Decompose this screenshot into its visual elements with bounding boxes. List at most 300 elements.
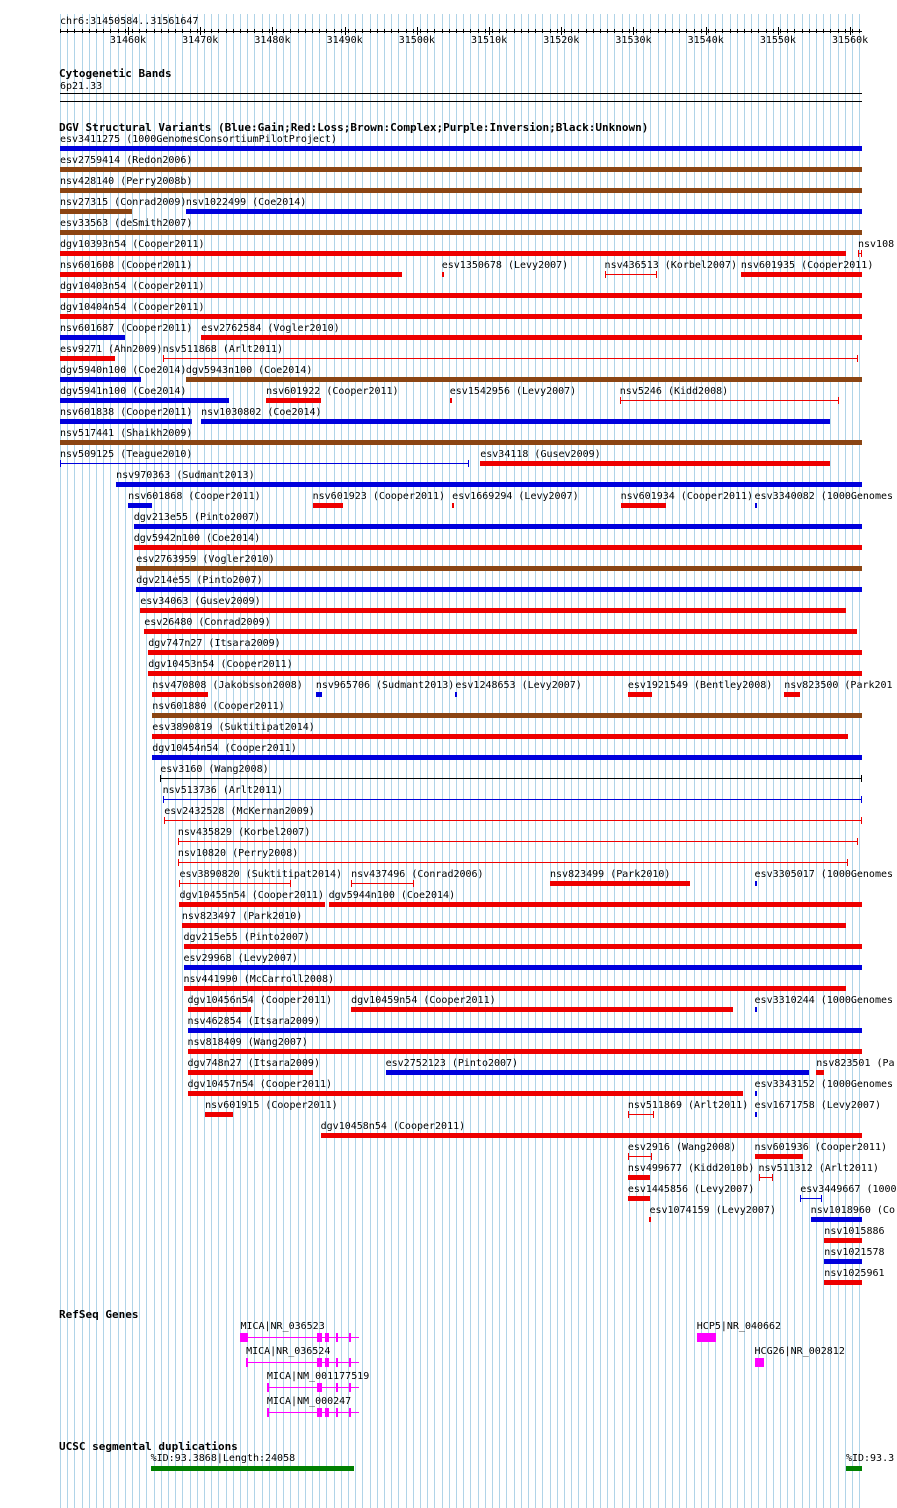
variant-bar[interactable] — [182, 923, 846, 928]
variant-label[interactable]: nsv511312 (Arlt2011) — [758, 1163, 879, 1174]
variant-bar[interactable] — [450, 398, 452, 403]
gene-exon[interactable] — [317, 1408, 322, 1417]
grid-line — [730, 14, 731, 1508]
variant-label[interactable]: dgv10456n54 (Cooper2011) — [187, 995, 333, 1006]
variant-bar[interactable] — [621, 503, 666, 508]
gene-intron-line[interactable] — [240, 1337, 359, 1338]
variant-label[interactable]: nsv823500 (Park201 — [784, 680, 893, 691]
variant-label[interactable]: esv9271 (Ahn2009) — [60, 344, 163, 355]
variant-bar[interactable] — [351, 1007, 733, 1012]
grid-line — [413, 14, 414, 1508]
grid-line — [283, 14, 284, 1508]
gene-intron-line[interactable] — [246, 1362, 359, 1363]
gene-exon[interactable] — [317, 1358, 322, 1367]
variant-label[interactable]: esv3411275 (1000GenomesConsortiumPilotProject) — [60, 134, 337, 145]
variant-label[interactable]: nsv601868 (Cooper2011) — [128, 491, 261, 502]
variant-label[interactable]: dgv10457n54 (Cooper2011) — [187, 1079, 333, 1090]
segdup-bar[interactable] — [151, 1466, 354, 1471]
variant-label[interactable]: nsv1021578 — [824, 1247, 885, 1258]
variant-bar[interactable] — [266, 398, 321, 403]
variant-label[interactable]: nsv601608 (Cooper2011) — [60, 260, 193, 271]
gene-exon[interactable] — [336, 1383, 338, 1392]
variant-bar[interactable] — [152, 734, 847, 739]
segdup-bar[interactable] — [846, 1466, 862, 1471]
variant-label[interactable]: nsv27315 (Conrad2009) — [60, 197, 187, 208]
variant-bar[interactable] — [188, 1007, 251, 1012]
variant-end-tick — [857, 355, 858, 362]
variant-bar[interactable] — [184, 986, 846, 991]
variant-bar[interactable] — [329, 902, 862, 907]
variant-bar[interactable] — [136, 587, 862, 592]
variant-line[interactable] — [163, 799, 862, 800]
ruler-minor-tick — [254, 29, 255, 33]
variant-label[interactable]: esv3340082 (1000Genomes — [754, 491, 894, 502]
variant-label[interactable]: esv1542956 (Levy2007) — [449, 386, 577, 397]
variant-bar[interactable] — [550, 881, 690, 886]
gene-label[interactable]: MICA|NR_036523 — [240, 1321, 325, 1332]
ruler-minor-tick — [154, 29, 155, 33]
grid-line — [305, 14, 306, 1508]
variant-label[interactable]: dgv214e55 (Pinto2007) — [136, 575, 263, 586]
variant-bar[interactable] — [824, 1259, 862, 1264]
gene-label[interactable]: HCP5|NR_040662 — [696, 1321, 782, 1332]
variant-label[interactable]: esv2763959 (Vogler2010) — [136, 554, 275, 565]
variant-label[interactable]: nsv441990 (McCarroll2008) — [183, 974, 335, 985]
variant-label[interactable]: dgv5941n100 (Coe2014) — [60, 386, 187, 397]
variant-label[interactable]: esv2752123 (Pinto2007) — [385, 1058, 519, 1069]
grid-line — [535, 14, 536, 1508]
gene-exon[interactable] — [349, 1333, 351, 1342]
variant-label[interactable]: nsv108 — [857, 239, 895, 250]
variant-label[interactable]: nsv5246 (Kidd2008) — [619, 386, 729, 397]
variant-label[interactable]: esv3449667 (1000 — [800, 1184, 897, 1195]
variant-bar[interactable] — [60, 356, 115, 361]
ruler-minor-tick — [485, 29, 486, 33]
variant-label[interactable]: nsv509125 (Teague2010) — [60, 449, 193, 460]
variant-bar[interactable] — [205, 1112, 233, 1117]
variant-bar[interactable] — [60, 293, 862, 298]
variant-bar[interactable] — [452, 503, 454, 508]
variant-label[interactable]: nsv10820 (Perry2008) — [177, 848, 299, 859]
variant-bar[interactable] — [188, 1049, 862, 1054]
variant-bar[interactable] — [186, 377, 862, 382]
variant-line[interactable] — [178, 841, 858, 842]
variant-line[interactable] — [759, 1177, 773, 1178]
variant-label[interactable]: dgv748n27 (Itsara2009) — [187, 1058, 320, 1069]
variant-label[interactable]: esv34118 (Gusev2009) — [480, 449, 601, 460]
variant-label[interactable]: nsv970363 (Sudmant2013) — [116, 470, 255, 481]
grid-line — [470, 14, 471, 1508]
grid-line — [809, 14, 810, 1508]
grid-line — [319, 14, 320, 1508]
variant-label[interactable]: dgv5944n100 (Coe2014) — [328, 890, 456, 901]
variant-label[interactable]: dgv10403n54 (Cooper2011) — [60, 281, 205, 292]
ruler-minor-tick — [816, 29, 817, 33]
cytoband-line-bottom — [60, 101, 862, 102]
variant-end-tick — [290, 880, 291, 887]
gene-exon[interactable] — [325, 1358, 329, 1367]
gene-intron-line[interactable] — [267, 1412, 359, 1413]
gene-exon[interactable] — [325, 1408, 329, 1417]
ruler-minor-tick — [593, 29, 594, 33]
variant-bar[interactable] — [148, 671, 862, 676]
variant-label[interactable]: esv2762584 (Vogler2010) — [201, 323, 340, 334]
variant-label[interactable]: nsv499677 (Kidd2010b) — [627, 1163, 755, 1174]
variant-end-tick — [861, 796, 862, 803]
variant-bar[interactable] — [60, 230, 862, 235]
variant-end-tick — [651, 1153, 652, 1160]
variant-bar[interactable] — [386, 1070, 809, 1075]
gene-intron-line[interactable] — [267, 1387, 359, 1388]
variant-bar[interactable] — [60, 419, 192, 424]
segdup-label[interactable]: %ID:93.3868|Length:24058 — [150, 1453, 296, 1464]
variant-label[interactable]: dgv215e55 (Pinto2007) — [183, 932, 310, 943]
variant-line[interactable] — [178, 862, 848, 863]
variant-bar[interactable] — [136, 566, 862, 571]
gene-exon[interactable] — [267, 1408, 269, 1417]
variant-label[interactable]: esv3305017 (1000Genomes — [754, 869, 894, 880]
variant-line[interactable] — [60, 463, 469, 464]
grid-line — [492, 14, 493, 1508]
variant-bar[interactable] — [755, 881, 757, 886]
variant-line[interactable] — [620, 400, 839, 401]
variant-label[interactable]: nsv601936 (Cooper2011) — [754, 1142, 887, 1153]
ruler-minor-tick — [722, 29, 723, 33]
variant-label[interactable]: nsv436513 (Korbel2007) — [604, 260, 737, 271]
ruler-minor-tick — [564, 29, 565, 33]
variant-bar[interactable] — [140, 608, 846, 613]
variant-label[interactable]: nsv601934 (Cooper2011) — [620, 491, 754, 502]
ruler-minor-tick — [571, 29, 572, 33]
variant-label[interactable]: nsv470808 (Jakobsson2008) — [152, 680, 303, 691]
variant-label[interactable]: esv3160 (Wang2008) — [160, 764, 269, 775]
variant-end-tick — [628, 1153, 629, 1160]
variant-label[interactable]: esv29968 (Levy2007) — [183, 953, 298, 964]
ruler-minor-tick — [355, 29, 356, 33]
variant-label[interactable]: nsv601915 (Cooper2011) — [205, 1100, 338, 1111]
grid-line — [226, 14, 227, 1508]
ruler-minor-tick — [578, 29, 579, 33]
variant-label[interactable]: nsv513736 (Arlt2011) — [162, 785, 284, 796]
variant-line[interactable] — [163, 358, 858, 359]
variant-label[interactable]: nsv601923 (Cooper2011) — [312, 491, 446, 502]
variant-bar[interactable] — [816, 1070, 824, 1075]
variant-label[interactable]: esv1669294 (Levy2007) — [452, 491, 579, 502]
variant-bar[interactable] — [60, 398, 229, 403]
variant-label[interactable]: esv3890819 (Suktitipat2014) — [152, 722, 315, 733]
gene-exon[interactable] — [336, 1333, 338, 1342]
variant-line[interactable] — [351, 883, 414, 884]
variant-bar[interactable] — [201, 419, 830, 424]
grid-line — [686, 14, 687, 1508]
ruler-minor-tick — [629, 29, 630, 33]
variant-bar[interactable] — [116, 482, 862, 487]
gene-exon[interactable] — [267, 1383, 269, 1392]
grid-line — [787, 14, 788, 1508]
variant-label[interactable]: dgv5943n100 (Coe2014) — [185, 365, 313, 376]
gene-exon[interactable] — [317, 1383, 322, 1392]
variant-label[interactable]: esv1248653 (Levy2007) — [455, 680, 582, 691]
variant-bar[interactable] — [628, 692, 652, 697]
variant-bar[interactable] — [128, 503, 152, 508]
grid-line — [715, 14, 716, 1508]
variant-label[interactable]: dgv213e55 (Pinto2007) — [133, 512, 261, 523]
ruler-minor-tick — [442, 29, 443, 33]
variant-label[interactable]: esv3310244 (1000Genomes — [754, 995, 894, 1006]
gene-exon[interactable] — [317, 1333, 322, 1342]
grid-line — [326, 14, 327, 1508]
grid-line — [773, 14, 774, 1508]
gene-label[interactable]: MICA|NM_001177519 — [266, 1371, 370, 1382]
variant-label[interactable]: nsv601935 (Cooper2011) — [740, 260, 874, 271]
variant-label[interactable]: esv2916 (Wang2008) — [627, 1142, 737, 1153]
grid-line — [802, 14, 803, 1508]
variant-bar[interactable] — [134, 524, 862, 529]
variant-label[interactable]: nsv823501 (Pa — [816, 1058, 895, 1069]
variant-label[interactable]: esv34063 (Gusev2009) — [140, 596, 261, 607]
variant-bar[interactable] — [201, 335, 862, 340]
variant-end-tick — [847, 859, 848, 866]
variant-line[interactable] — [800, 1198, 822, 1199]
variant-label[interactable]: dgv5940n100 (Coe2014) — [60, 365, 187, 376]
ruler-minor-tick — [802, 29, 803, 33]
variant-bar[interactable] — [188, 1028, 862, 1033]
gene-exon[interactable] — [349, 1383, 351, 1392]
variant-end-tick — [178, 838, 179, 845]
variant-label[interactable]: nsv965706 (Sudmant2013) — [315, 680, 455, 691]
variant-bar[interactable] — [755, 1154, 803, 1159]
variant-label[interactable]: nsv462854 (Itsara2009) — [187, 1016, 320, 1027]
variant-bar[interactable] — [188, 1091, 744, 1096]
variant-bar[interactable] — [184, 944, 862, 949]
variant-bar[interactable] — [755, 1091, 757, 1096]
variant-bar[interactable] — [649, 1217, 651, 1222]
variant-label[interactable]: esv2759414 (Redon2006) — [60, 155, 193, 166]
ruler-minor-tick — [845, 29, 846, 33]
variant-label[interactable]: nsv1025961 — [824, 1268, 885, 1279]
variant-label[interactable]: nsv601687 (Cooper2011) — [60, 323, 193, 334]
variant-bar[interactable] — [316, 692, 322, 697]
gene-label[interactable]: MICA|NR_036524 — [246, 1346, 331, 1357]
variant-label[interactable]: dgv10404n54 (Cooper2011) — [60, 302, 205, 313]
variant-bar[interactable] — [60, 335, 125, 340]
variant-label[interactable]: nsv1030802 (Coe2014) — [201, 407, 322, 418]
variant-bar[interactable] — [186, 209, 862, 214]
variant-bar[interactable] — [188, 1070, 313, 1075]
variant-bar[interactable] — [60, 272, 402, 277]
variant-bar[interactable] — [179, 902, 324, 907]
variant-label[interactable]: esv33563 (deSmith2007) — [60, 218, 193, 229]
ruler-minor-tick — [838, 29, 839, 33]
variant-bar[interactable] — [60, 167, 862, 172]
variant-bar[interactable] — [60, 251, 846, 256]
ruler-tick — [200, 27, 201, 35]
variant-bar[interactable] — [455, 692, 457, 697]
variant-label[interactable]: esv1921549 (Bentley2008) — [627, 680, 773, 691]
variant-bar[interactable] — [60, 314, 862, 319]
variant-label[interactable]: dgv10455n54 (Cooper2011) — [179, 890, 324, 901]
variant-line[interactable] — [628, 1156, 652, 1157]
variant-bar[interactable] — [152, 713, 862, 718]
variant-label[interactable]: dgv10458n54 (Cooper2011) — [320, 1121, 466, 1132]
ruler-minor-tick — [413, 29, 414, 33]
variant-bar[interactable] — [811, 1217, 862, 1222]
variant-label[interactable]: esv1445856 (Levy2007) — [627, 1184, 755, 1195]
variant-label[interactable]: nsv435829 (Korbel2007) — [177, 827, 311, 838]
gene-exon[interactable] — [349, 1358, 351, 1367]
variant-label[interactable]: esv26480 (Conrad2009) — [144, 617, 271, 628]
ruler-minor-tick — [586, 29, 587, 33]
variant-end-tick — [857, 838, 858, 845]
grid-line — [658, 14, 659, 1508]
variant-label[interactable]: nsv601838 (Cooper2011) — [60, 407, 193, 418]
ruler-minor-tick — [730, 29, 731, 33]
variant-label[interactable]: nsv437496 (Conrad2006) — [351, 869, 484, 880]
ruler-minor-tick — [370, 29, 371, 33]
ruler-minor-tick — [686, 29, 687, 33]
ruler-minor-tick — [780, 29, 781, 33]
variant-line[interactable] — [160, 778, 862, 779]
variant-bar[interactable] — [144, 629, 857, 634]
variant-label[interactable]: nsv823499 (Park2010) — [550, 869, 671, 880]
variant-bar[interactable] — [60, 209, 132, 214]
variant-bar[interactable] — [60, 440, 862, 445]
variant-label[interactable]: esv1074159 (Levy2007) — [649, 1205, 776, 1216]
gene-exon[interactable] — [240, 1333, 248, 1342]
variant-label[interactable]: dgv10393n54 (Cooper2011) — [60, 239, 205, 250]
variant-bar[interactable] — [755, 503, 757, 508]
gene-exon[interactable] — [336, 1358, 338, 1367]
ruler-minor-tick — [665, 29, 666, 33]
ruler-minor-tick — [82, 29, 83, 33]
ruler-minor-tick — [622, 29, 623, 33]
ruler-minor-tick — [168, 29, 169, 33]
gene-label[interactable]: MICA|NM_000247 — [266, 1396, 352, 1407]
ruler-minor-tick — [521, 29, 522, 33]
variant-bar[interactable] — [60, 146, 862, 151]
variant-bar[interactable] — [741, 272, 862, 277]
variant-bar[interactable] — [755, 1007, 757, 1012]
variant-label[interactable]: dgv10454n54 (Cooper2011) — [152, 743, 297, 754]
ruler-minor-tick — [125, 29, 126, 33]
variant-line[interactable] — [628, 1114, 654, 1115]
ruler-minor-tick — [161, 29, 162, 33]
variant-label[interactable]: nsv511869 (Arlt2011) — [627, 1100, 749, 1111]
ruler-tick — [778, 27, 779, 35]
variant-label[interactable]: esv3343152 (1000Genomes — [754, 1079, 894, 1090]
ruler-minor-tick — [60, 29, 61, 33]
gene-exon[interactable] — [697, 1333, 716, 1342]
variant-label[interactable]: nsv823497 (Park2010) — [181, 911, 303, 922]
ruler-tick — [128, 27, 129, 35]
variant-bar[interactable] — [628, 1196, 650, 1201]
variant-label[interactable]: esv3890820 (Suktitipat2014) — [179, 869, 343, 880]
variant-bar[interactable] — [60, 188, 862, 193]
variant-bar[interactable] — [152, 755, 862, 760]
variant-label[interactable]: esv1671758 (Levy2007) — [754, 1100, 881, 1111]
gene-exon[interactable] — [325, 1333, 329, 1342]
gene-exon[interactable] — [336, 1408, 338, 1417]
grid-line — [528, 14, 529, 1508]
ruler-minor-tick — [766, 29, 767, 33]
variant-bar[interactable] — [321, 1133, 862, 1138]
variant-label[interactable]: dgv10459n54 (Cooper2011) — [351, 995, 496, 1006]
gene-exon[interactable] — [246, 1358, 248, 1367]
gene-exon[interactable] — [755, 1358, 765, 1367]
variant-label[interactable]: dgv5942n100 (Coe2014) — [133, 533, 261, 544]
grid-line — [269, 14, 270, 1508]
ruler-tick-label: 31520k — [543, 35, 580, 46]
grid-line — [211, 14, 212, 1508]
variant-label[interactable]: dgv10453n54 (Cooper2011) — [148, 659, 293, 670]
variant-line[interactable] — [605, 274, 657, 275]
grid-line — [629, 14, 630, 1508]
variant-bar[interactable] — [824, 1280, 862, 1285]
variant-bar[interactable] — [824, 1238, 862, 1243]
variant-label[interactable]: esv2432528 (McKernan2009) — [164, 806, 315, 817]
grid-line — [521, 14, 522, 1508]
refseq-track-title: RefSeq Genes — [59, 1308, 139, 1321]
ruler-tick-label: 31490k — [326, 35, 363, 46]
variant-bar[interactable] — [60, 377, 141, 382]
ruler-minor-tick — [110, 29, 111, 33]
variant-label[interactable]: nsv1018960 (Co — [810, 1205, 895, 1216]
ruler-minor-tick — [326, 29, 327, 33]
grid-line — [557, 14, 558, 1508]
variant-label[interactable]: dgv747n27 (Itsara2009) — [148, 638, 281, 649]
variant-line[interactable] — [179, 883, 290, 884]
variant-label[interactable]: nsv601922 (Cooper2011) — [266, 386, 399, 397]
variant-line[interactable] — [164, 820, 862, 821]
variant-bar[interactable] — [628, 1175, 650, 1180]
ruler-minor-tick — [74, 29, 75, 33]
variant-bar[interactable] — [784, 692, 800, 697]
grid-line — [650, 14, 651, 1508]
variant-bar[interactable] — [134, 545, 862, 550]
variant-bar[interactable] — [480, 461, 830, 466]
variant-label[interactable]: nsv1015886 — [824, 1226, 885, 1237]
gene-label[interactable]: HCG26|NR_002812 — [754, 1346, 845, 1357]
ruler-minor-tick — [614, 29, 615, 33]
variant-label[interactable]: nsv601880 (Cooper2011) — [152, 701, 285, 712]
ruler-minor-tick — [773, 29, 774, 33]
variant-bar[interactable] — [313, 503, 343, 508]
grid-line — [298, 14, 299, 1508]
ruler-minor-tick — [182, 29, 183, 33]
gene-exon[interactable] — [349, 1408, 351, 1417]
variant-end-tick — [160, 775, 161, 782]
cytoband-value: 6p21.33 — [60, 81, 103, 92]
variant-label[interactable]: nsv1022499 (Coe2014) — [185, 197, 307, 208]
variant-label[interactable]: nsv428140 (Perry2008b) — [60, 176, 193, 187]
ruler-minor-tick — [715, 29, 716, 33]
grid-line — [348, 14, 349, 1508]
variant-bar[interactable] — [755, 1112, 757, 1117]
ruler-minor-tick — [528, 29, 529, 33]
grid-line — [679, 14, 680, 1508]
variant-bar[interactable] — [152, 692, 207, 697]
ruler-position: chr6:31450584..31561647 — [60, 16, 199, 27]
variant-bar[interactable] — [148, 650, 862, 655]
variant-label[interactable]: nsv818409 (Wang2007) — [187, 1037, 308, 1048]
variant-end-tick — [861, 775, 862, 782]
variant-bar[interactable] — [442, 272, 444, 277]
variant-label[interactable]: esv1350678 (Levy2007) — [441, 260, 569, 271]
variant-label[interactable]: nsv511868 (Arlt2011) — [162, 344, 284, 355]
variant-label[interactable]: nsv517441 (Shaikh2009) — [60, 428, 193, 439]
variant-bar[interactable] — [184, 965, 862, 970]
segdup-label[interactable]: %ID:93.3 — [845, 1453, 895, 1464]
